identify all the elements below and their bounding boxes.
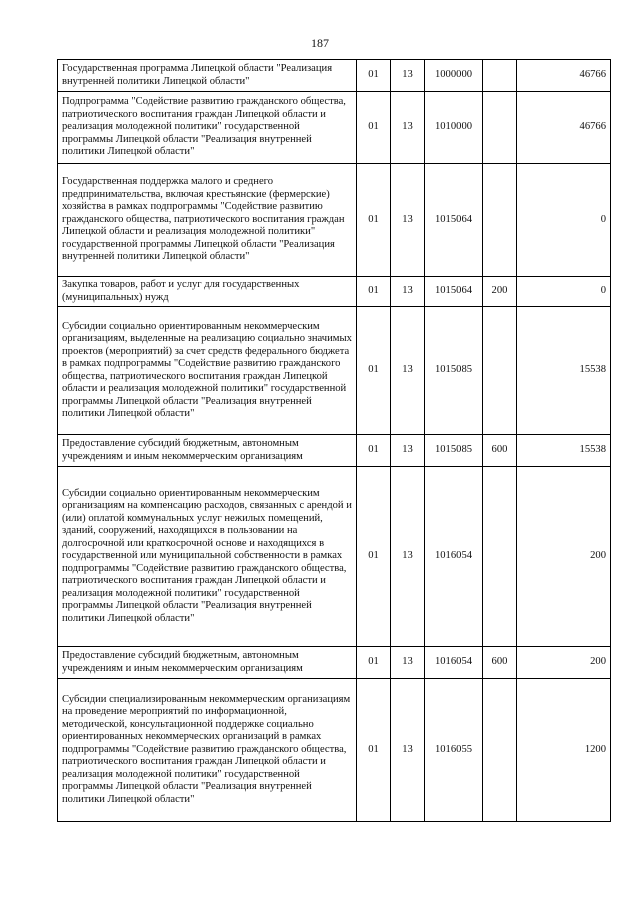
row-subsection: 13 <box>391 164 425 277</box>
row-amount: 200 <box>517 647 611 679</box>
budget-table <box>57 59 611 822</box>
row-name: Субсидии социально ориентированным некоммерческим организациям, выделенные на реализацию социально значимых проектов (мероприятий) за счет средств федерального бюджета в рамках подпрограммы "Содействие развитию гражданского общества, патриотического воспитания граждан Липецкой области и реализация молодежной политики" государственной программы Липецкой области "Реализация внутренней политики Липецкой области" <box>58 307 357 435</box>
row-type: 200 <box>483 277 517 307</box>
row-target: 1015085 <box>425 435 483 467</box>
row-section: 01 <box>357 647 391 679</box>
row-section: 01 <box>357 277 391 307</box>
row-target: 1000000 <box>425 60 483 92</box>
row-subsection: 13 <box>391 60 425 92</box>
row-section: 01 <box>357 435 391 467</box>
row-subsection: 13 <box>391 679 425 822</box>
row-type <box>483 92 517 164</box>
row-type <box>483 60 517 92</box>
row-subsection: 13 <box>391 92 425 164</box>
row-name: Государственная поддержка малого и среднего предпринимательства, включая крестьянские (фермерские) хозяйства в рамках подпрограммы "Содействие развитию гражданского общества, патриотического воспитания граждан Липецкой области и реализация молодежной политики" государственной программы Липецкой области "Реализация внутренней политики Липецкой области" <box>58 164 357 277</box>
row-name: Субсидии специализированным некоммерческим организациям на проведение мероприятий по информационной, методической, консультационной поддержке социально ориентированных некоммерческих организаций в рамках подпрограммы "Содействие развитию гражданского общества, патриотического воспитания граждан Липецкой области и реализация молодежной политики" государственной программы Липецкой области "Реализация внутренней политики Липецкой области" <box>58 679 357 822</box>
row-amount: 46766 <box>517 60 611 92</box>
row-section: 01 <box>357 679 391 822</box>
row-section: 01 <box>357 60 391 92</box>
row-type <box>483 467 517 647</box>
row-subsection: 13 <box>391 277 425 307</box>
table-row <box>58 92 611 164</box>
table-row <box>58 164 611 277</box>
row-type: 600 <box>483 435 517 467</box>
row-name: Государственная программа Липецкой области "Реализация внутренней политики Липецкой области" <box>58 60 357 92</box>
row-subsection: 13 <box>391 307 425 435</box>
row-amount: 0 <box>517 277 611 307</box>
row-section: 01 <box>357 467 391 647</box>
row-name: Предоставление субсидий бюджетным, автономным учреждениям и иным некоммерческим организациям <box>58 647 357 679</box>
row-target: 1015064 <box>425 277 483 307</box>
row-section: 01 <box>357 92 391 164</box>
row-target: 1015064 <box>425 164 483 277</box>
row-type <box>483 679 517 822</box>
table-row <box>58 435 611 467</box>
row-target: 1010000 <box>425 92 483 164</box>
table-row <box>58 60 611 92</box>
row-subsection: 13 <box>391 647 425 679</box>
row-amount: 46766 <box>517 92 611 164</box>
row-target: 1016054 <box>425 647 483 679</box>
table-row <box>58 307 611 435</box>
row-amount: 0 <box>517 164 611 277</box>
row-target: 1016055 <box>425 679 483 822</box>
table-row <box>58 277 611 307</box>
row-amount: 1200 <box>517 679 611 822</box>
row-name: Подпрограмма "Содействие развитию гражданского общества, патриотического воспитания граждан Липецкой области и реализация молодежной политики" государственной программы Липецкой области "Реализация внутренней политики Липецкой области" <box>58 92 357 164</box>
row-type <box>483 307 517 435</box>
table-row <box>58 679 611 822</box>
row-subsection: 13 <box>391 467 425 647</box>
row-amount: 200 <box>517 467 611 647</box>
row-name: Предоставление субсидий бюджетным, автономным учреждениям и иным некоммерческим организациям <box>58 435 357 467</box>
row-name: Закупка товаров, работ и услуг для государственных (муниципальных) нужд <box>58 277 357 307</box>
row-type <box>483 164 517 277</box>
row-section: 01 <box>357 307 391 435</box>
row-amount: 15538 <box>517 307 611 435</box>
row-name: Субсидии социально ориентированным некоммерческим организациям на компенсацию расходов, связанных с арендой и (или) оплатой коммунальных услуг нежилых помещений, зданий, сооружений, находящихся в пользовании на долгосрочной или краткосрочной основе и находящихся в государственной или муниципальной собственности в рамках подпрограммы "Содействие развитию гражданского общества, патриотического воспитания граждан Липецкой области и реализация молодежной политики" государственной программы Липецкой области "Реализация внутренней политики Липецкой области" <box>58 467 357 647</box>
table-row <box>58 467 611 647</box>
row-subsection: 13 <box>391 435 425 467</box>
row-amount: 15538 <box>517 435 611 467</box>
page-number: 187 <box>311 36 329 50</box>
row-section: 01 <box>357 164 391 277</box>
row-target: 1016054 <box>425 467 483 647</box>
row-type: 600 <box>483 647 517 679</box>
table-row <box>58 647 611 679</box>
row-target: 1015085 <box>425 307 483 435</box>
